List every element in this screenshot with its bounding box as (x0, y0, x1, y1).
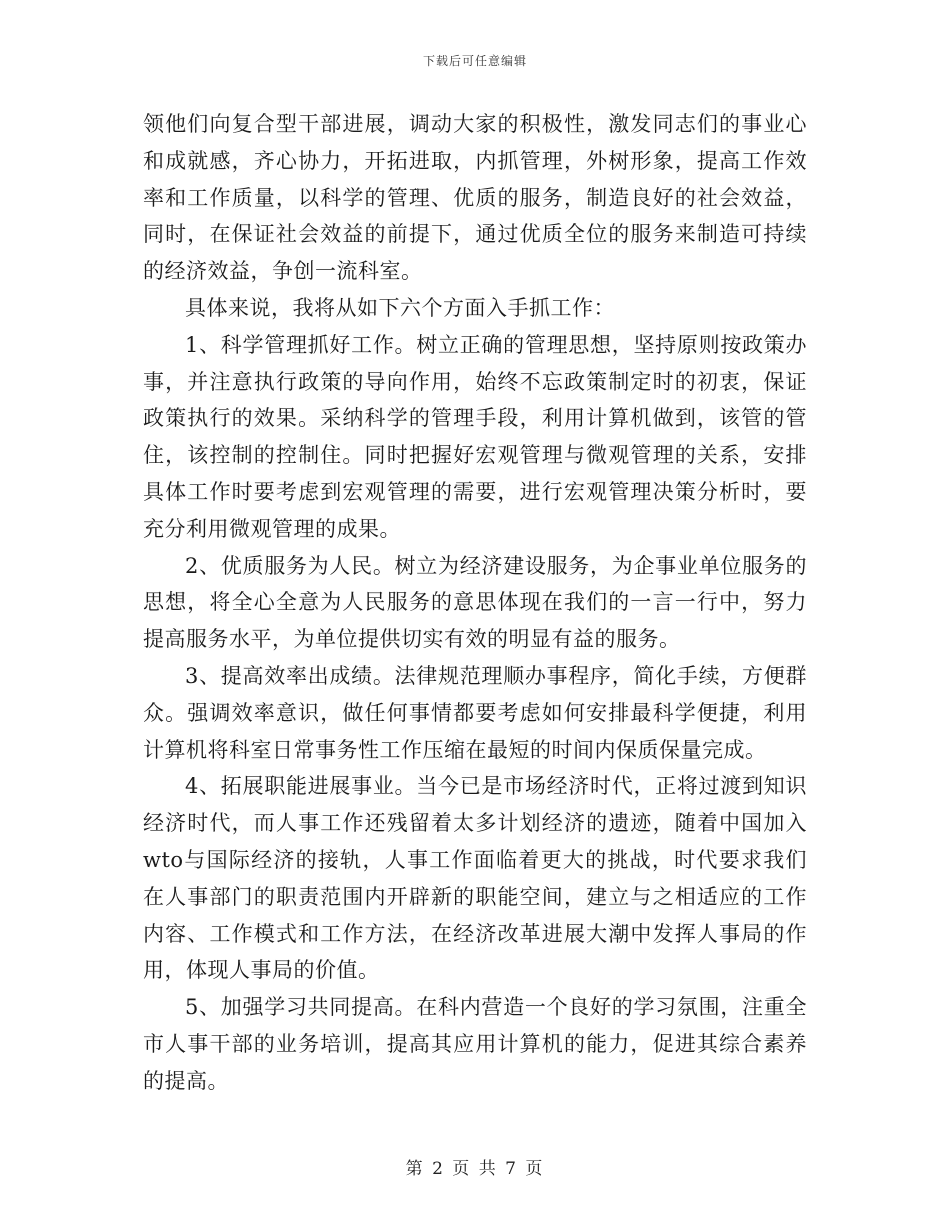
paragraph-item-4: 4、拓展职能进展事业。当今已是市场经济时代，正将过渡到知识经济时代，而人事工作还残留着太多计划经济的遗迹，随着中国加入wto与国际经济的接轨，人事工作面临着更大的挑战，时代要求我们在人事部门的职责范围内开辟新的职能空间，建立与之相适应的工作内容、工作模式和工作方法，在经济改革进展大潮中发挥人事局的作用，体现人事局的价值。 (143, 774, 807, 983)
paragraph-intro: 具体来说，我将从如下六个方面入手抓工作： (185, 295, 615, 320)
paragraph-item-5: 5、加强学习共同提高。在科内营造一个良好的学习氛围，注重全市人事干部的业务培训，提高其应用计算机的能力，促进其综合素养的提高。 (143, 995, 807, 1093)
document-body (143, 106, 807, 1100)
paragraph-item-2: 2、优质服务为人民。树立为经济建设服务，为企事业单位服务的思想，将全心全意为人民服务的意思体现在我们的一言一行中，努力提高服务水平，为单位提供切实有效的明显有益的服务。 (143, 553, 807, 652)
page-header: 下载后可任意编辑 (422, 54, 527, 68)
page-number-footer: 第 2 页 共 7 页 (405, 1159, 545, 1179)
paragraph-continuation: 领他们向复合型干部进展，调动大家的积极性，激发同志们的事业心和成就感，齐心协力，开拓进取，内抓管理，外树形象，提高工作效率和工作质量，以科学的管理、优质的服务，制造良好的社会效益，同时，在保证社会效益的前提下，通过优质全位的服务来制造可持续的经济效益，争创一流科室。 (143, 112, 807, 284)
paragraph-item-3: 3、提高效率出成绩。法律规范理顺办事程序，简化手续，方便群众。强调效率意识，做任何事情都要考虑如何安排最科学便捷，利用计算机将科室日常事务性工作压缩在最短的时间内保质保量完成。 (143, 663, 807, 762)
paragraph-item-1: 1、科学管理抓好工作。树立正确的管理思想，坚持原则按政策办事，并注意执行政策的导向作用，始终不忘政策制定时的初衷，保证政策执行的效果。采纳科学的管理手段，利用计算机做到，该管的管住，该控制的控制住。同时把握好宏观管理与微观管理的关系，安排具体工作时要考虑到宏观管理的需要，进行宏观管理决策分析时，要充分利用微观管理的成果。 (143, 332, 807, 541)
